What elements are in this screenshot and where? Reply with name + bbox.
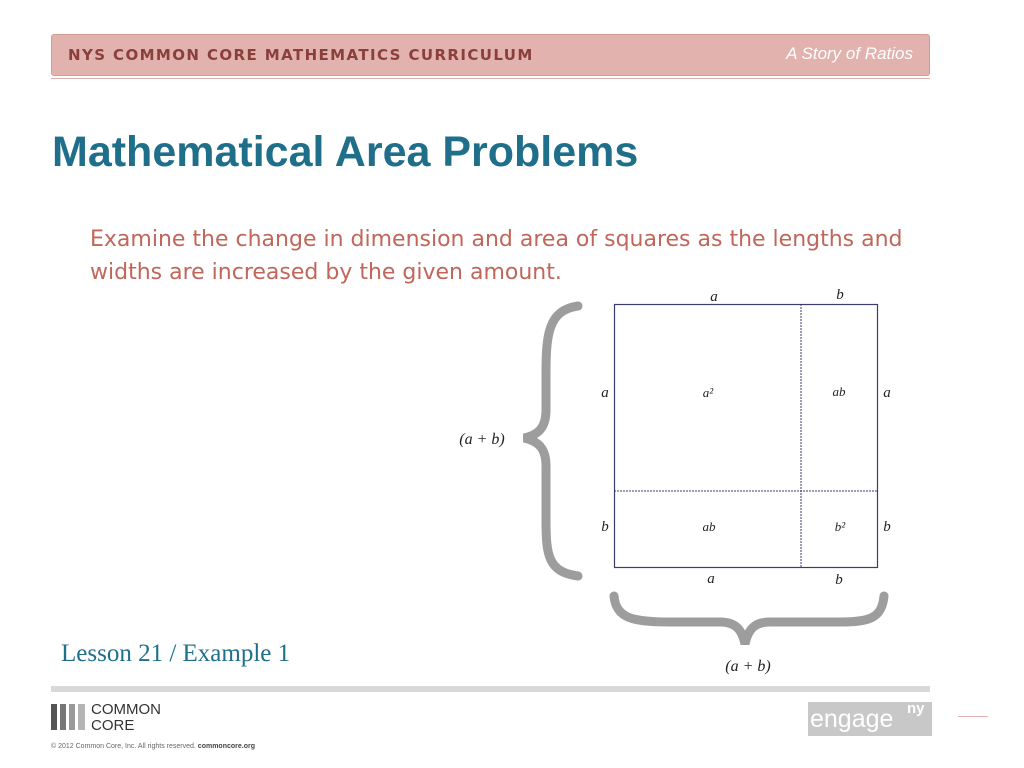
cell-ab-bottom: ab — [702, 519, 716, 534]
logo-line-1: COMMON — [91, 701, 161, 718]
copyright-notice — [51, 743, 255, 750]
left-label-a: a — [601, 385, 609, 401]
header-divider — [51, 78, 930, 79]
cell-b-squared: b² — [834, 519, 846, 534]
side-brace-label: (a + b) — [459, 431, 505, 448]
edge-accent-line — [958, 716, 988, 717]
instruction-text: Examine the change in dimension and area of squares as the lengths and widths are increased by the given amount. — [90, 227, 903, 285]
cell-ab-top: ab — [832, 384, 846, 399]
engage-logo-text: engage — [810, 705, 894, 733]
common-core-logo-icon — [51, 704, 85, 730]
top-label-a: a — [710, 289, 718, 305]
page-title: Mathematical Area Problems — [52, 128, 639, 176]
top-label-b: b — [836, 287, 844, 303]
cell-a-squared: a² — [702, 385, 714, 400]
footer-divider — [51, 686, 930, 692]
side-brace — [524, 306, 578, 576]
header-bar — [51, 34, 930, 76]
curriculum-name: NYS COMMON CORE MATHEMATICS CURRICULUM — [68, 46, 534, 64]
logo-line-2: CORE — [91, 717, 135, 734]
area-model-figure — [440, 280, 910, 680]
lesson-label: Lesson 21 / Example 1 — [61, 640, 291, 667]
bottom-label-b: b — [835, 572, 843, 588]
right-label-b: b — [883, 519, 891, 535]
engageny-logo — [808, 702, 932, 736]
left-label-b: b — [601, 519, 609, 535]
engage-logo-superscript: ny — [907, 700, 925, 717]
right-label-a: a — [883, 385, 891, 401]
bottom-label-a: a — [707, 571, 715, 587]
bottom-brace-label: (a + b) — [725, 658, 771, 675]
common-core-logo-text — [91, 702, 161, 734]
bottom-brace — [614, 596, 884, 644]
site-link[interactable]: commoncore.org — [197, 743, 255, 750]
copyright-text: © 2012 Common Core, Inc. All rights reserved. — [51, 743, 196, 750]
story-title: A Story of Ratios — [786, 44, 913, 63]
